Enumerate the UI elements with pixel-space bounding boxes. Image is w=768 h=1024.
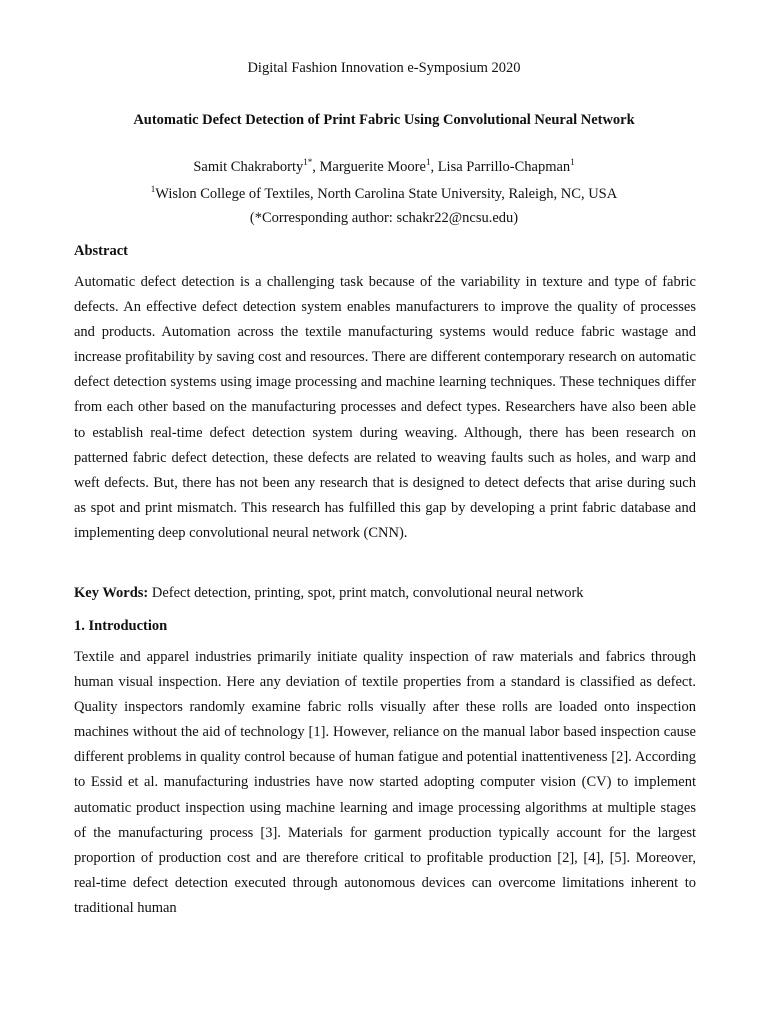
introduction-heading: 1. Introduction — [74, 618, 168, 634]
author-superscript: 1 — [425, 157, 431, 168]
author-superscript: 1 — [570, 157, 575, 168]
affiliation — [0, 185, 768, 203]
author-name: Samit Chakraborty — [193, 159, 304, 175]
author-name: , Marguerite Moore — [312, 159, 426, 175]
keywords-text: Defect detection, printing, spot, print match, convolutional neural network — [148, 585, 584, 601]
symposium-header: Digital Fashion Innovation e-Symposium 2020 — [247, 60, 521, 76]
author-list — [0, 158, 768, 176]
keywords — [74, 585, 584, 602]
author-superscript: 1* — [303, 157, 313, 168]
abstract-heading: Abstract — [74, 243, 128, 259]
corresponding-author: (*Corresponding author: schakr22@ncsu.edu) — [249, 210, 519, 226]
keywords-label: Key Words: — [74, 585, 149, 601]
abstract-text: Automatic defect detection is a challenging task because of the variability in texture and type of fabric defects. An effective defect detection system enables manufacturers to improve the quality of processes and products. Automation across the textile manufacturing systems would reduce fabric wastage and increase profitability by saving cost and resources. There are different contemporary research on automatic defect detection systems using image processing and machine learning techniques. These techniques differ from each other based on the manufacturing processes and defect types. Researchers have also been able to establish real-time defect detection system during weaving. Although, there has been research on patterned fabric defect detection, these defects are related to weaving faults such as holes, and warp and weft defects. But, there has not been any research that is designed to detect defects that arise during such as spot and print mismatch. This research has fulfilled this gap by developing a print fabric database and implementing deep convolutional neural network (CNN). — [74, 274, 696, 541]
affiliation-superscript: 1 — [150, 184, 156, 195]
affiliation-text: Wislon College of Textiles, North Carolina State University, Raleigh, NC, USA — [155, 186, 618, 202]
introduction-text: Textile and apparel industries primarily initiate quality inspection of raw materials and fabrics through human visual inspection. Here any deviation of textile properties from a standard is classified as defect. Quality inspectors randomly examine fabric rolls visually after these rolls are loaded onto inspection machines without the aid of technology [1]. However, reliance on the manual labor based inspection cause different problems in quality control because of human fatigue and potential inattentiveness [2]. According to Essid et al. manufacturing industries have now started adopting computer vision (CV) to implement automatic product inspection using machine learning and image processing algorithms at multiple stages of the manufacturing process [3]. Materials for garment production typically account for the largest proportion of production cost and are therefore critical to profitable production [2], [4], [5]. Moreover, real-time defect detection executed through autonomous devices can overcome limitations inherent to traditional human — [74, 649, 696, 916]
paper-title: Automatic Defect Detection of Print Fabric Using Convolutional Neural Network — [133, 112, 635, 128]
author-name: , Lisa Parrillo-Chapman — [430, 159, 571, 175]
